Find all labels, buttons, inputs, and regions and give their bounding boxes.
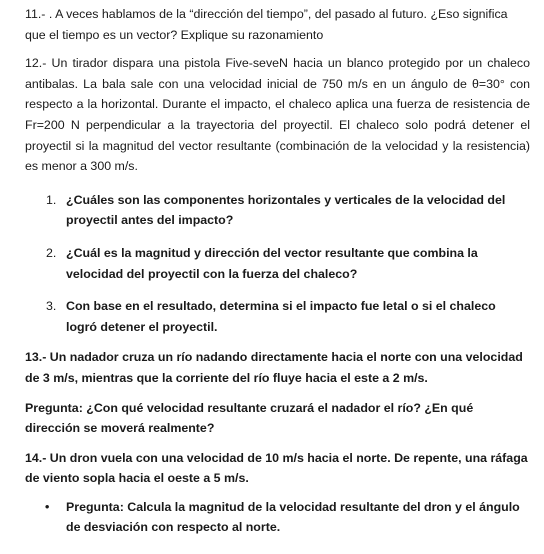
question-12-item xyxy=(0,296,544,337)
bullet-icon: • xyxy=(45,499,50,514)
question-12-intro: 12.- Un tirador dispara una pistola Five-seveN hacia un blanco protegido por un chaleco antibalas. La bala sale con una velocidad inicial de 750 m/s en un ángulo de θ=30° con respecto a la horizontal. Durante el impacto, el chaleco aplica una fuerza de resistencia de Fr=200 N perpendicular a la trayectoria del proyectil. El chaleco solo podrá detener el proyectil si la magnitud del vector resultante (combinación de la velocidad y la resistencia) es menor a 300 m/s. xyxy=(25,56,530,174)
list-item-text: ¿Cuáles son las componentes horizontales y verticales de la velocidad del proyectil antes del impacto? xyxy=(66,192,506,228)
list-item-text: ¿Cuál es la magnitud y dirección del vector resultante que combina la velocidad del proyectil con la fuerza del chaleco? xyxy=(66,245,478,281)
list-number: 2. xyxy=(46,245,57,260)
question-13: 13.- Un nadador cruza un río nadando directamente hacia el norte con una velocidad de 3 m/s, mientras que la corriente del río fluye hacia el este a 2 m/s. xyxy=(25,350,523,385)
list-item-text: Con base en el resultado, determina si el impacto fue letal o si el chaleco logró detener el proyectil. xyxy=(66,299,496,334)
question-12-item xyxy=(0,243,544,284)
list-number: 3. xyxy=(46,299,57,314)
question-12-list xyxy=(0,190,544,338)
question-14-item xyxy=(0,497,544,538)
document-page xyxy=(0,4,544,538)
question-14: 14.- Un dron vuela con una velocidad de 10 m/s hacia el norte. De repente, una ráfaga de viento sopla hacia el oeste a 5 m/s. xyxy=(25,450,528,486)
list-number: 1. xyxy=(46,192,57,207)
question-13-prompt: Pregunta: ¿Con qué velocidad resultante cruzará el nadador el río? ¿En qué dirección se moverá realmente? xyxy=(25,400,474,436)
list-item-text: Pregunta: Calcula la magnitud de la velocidad resultante del dron y el ángulo de desviación con respecto al norte. xyxy=(66,499,520,535)
question-14-list xyxy=(0,497,544,538)
question-11: 11.- . A veces hablamos de la “dirección del tiempo”, del pasado al futuro. ¿Eso significa que el tiempo es un vector? Explique su razonamiento xyxy=(25,7,508,42)
question-12-item xyxy=(0,190,544,231)
